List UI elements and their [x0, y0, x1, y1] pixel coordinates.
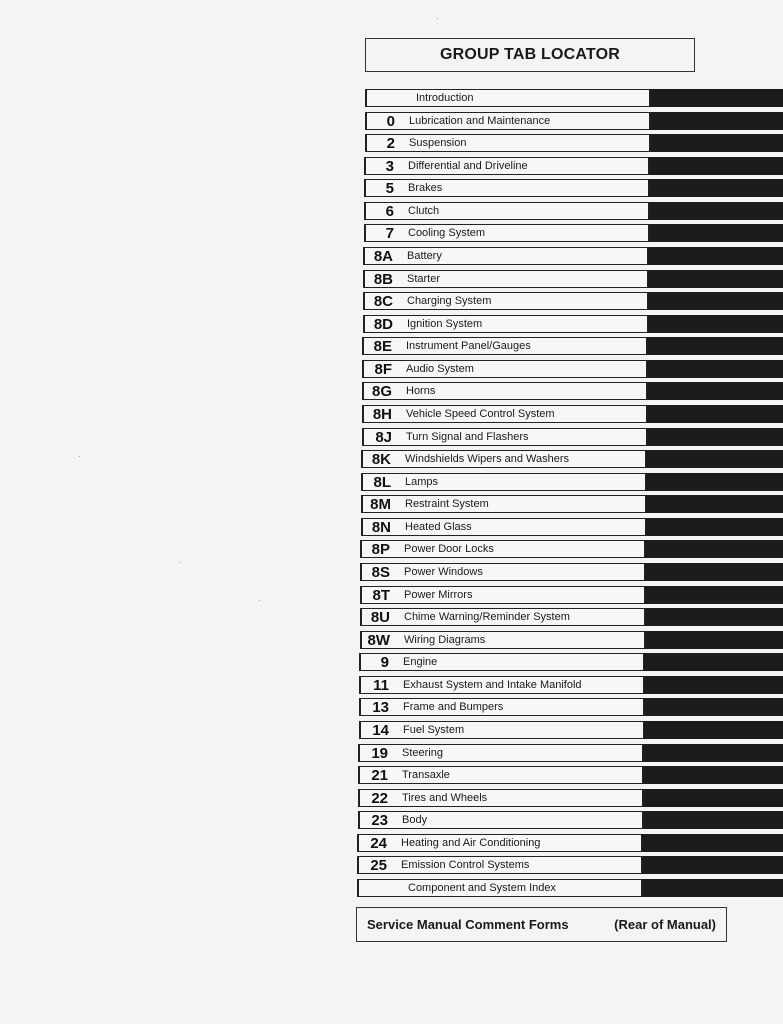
thumb-tab-marker [642, 879, 783, 897]
tab-title: Power Mirrors [404, 589, 473, 601]
thumb-tab-marker [648, 292, 783, 310]
tab-row [361, 518, 783, 536]
thumb-tab-marker [644, 676, 783, 694]
tab-title: Heating and Air Conditioning [401, 837, 541, 849]
tab-title: Frame and Bumpers [403, 701, 504, 713]
tab-number: 7 [385, 224, 394, 242]
tab-label-box [362, 382, 647, 400]
tab-label-box [365, 89, 650, 107]
thumb-tab-marker [649, 224, 783, 242]
tab-row [364, 157, 783, 175]
tab-title: Ignition System [407, 318, 483, 330]
tab-number: 8C [373, 292, 393, 310]
thumb-tab-marker [643, 766, 783, 784]
tab-row [358, 789, 783, 807]
tab-title: Wiring Diagrams [404, 634, 486, 646]
thumb-tab-marker [649, 179, 783, 197]
tab-row [360, 540, 783, 558]
tab-number: 8F [374, 360, 392, 378]
tab-label-box [362, 360, 647, 378]
tab-label-box [362, 337, 647, 355]
tab-label-box [359, 721, 644, 739]
tab-label-box [363, 247, 648, 265]
tab-number: 22 [371, 789, 388, 807]
thumb-tab-marker [648, 315, 783, 333]
thumb-tab-marker [647, 428, 783, 446]
thumb-tab-marker [645, 540, 783, 558]
tab-row [364, 179, 783, 197]
thumb-tab-marker [643, 744, 783, 762]
tab-row [363, 315, 783, 333]
tab-label-box [365, 134, 650, 152]
tab-row [357, 856, 783, 874]
tab-label-box [361, 495, 646, 513]
tab-title: Fuel System [403, 724, 465, 736]
tab-label-box [364, 179, 649, 197]
tab-label-box [360, 540, 645, 558]
tab-label-box [364, 224, 649, 242]
tab-row [365, 89, 783, 107]
tab-number: 8B [373, 270, 393, 288]
tab-label-box [360, 586, 645, 604]
thumb-tab-marker [646, 450, 783, 468]
tab-label-box [360, 608, 645, 626]
tab-label-box [363, 292, 648, 310]
thumb-tab-marker [648, 270, 783, 288]
tab-number: 8J [375, 428, 392, 446]
tab-number: 3 [385, 157, 394, 175]
tab-title: Component and System Index [408, 882, 556, 894]
thumb-tab-marker [646, 495, 783, 513]
tab-row [363, 247, 783, 265]
tab-row [362, 428, 783, 446]
tab-label-box [357, 879, 642, 897]
scan-speck: · [258, 596, 261, 605]
tab-label-box [363, 270, 648, 288]
tab-number: 9 [380, 653, 389, 671]
tab-number: 11 [373, 676, 389, 694]
tab-number: 8K [371, 450, 391, 468]
tab-label-box [361, 473, 646, 491]
tab-row [357, 834, 783, 852]
scan-speck: · [178, 558, 181, 567]
tab-number: 6 [385, 202, 394, 220]
tab-row [358, 766, 783, 784]
tab-row [360, 586, 783, 604]
tab-number: 8S [371, 563, 390, 581]
tab-row [360, 608, 783, 626]
tab-row [362, 405, 783, 423]
comment-forms-label: Service Manual Comment Forms [367, 917, 569, 932]
tab-row [360, 563, 783, 581]
tab-label-box [365, 112, 650, 130]
thumb-tab-marker [645, 586, 783, 604]
tab-row [361, 450, 783, 468]
tab-title: Heated Glass [405, 521, 472, 533]
tab-number: 2 [386, 134, 395, 152]
tab-title: Lubrication and Maintenance [409, 115, 551, 127]
tab-label-box [357, 834, 642, 852]
tab-label-box [360, 563, 645, 581]
scan-speck: · [436, 14, 439, 23]
tab-row [358, 744, 783, 762]
tab-label-box [357, 856, 642, 874]
tab-row [361, 473, 783, 491]
thumb-tab-marker [649, 202, 783, 220]
tab-label-box [359, 676, 644, 694]
tab-number: 25 [370, 856, 387, 874]
tab-title: Clutch [408, 205, 440, 217]
tab-number: 24 [370, 834, 387, 852]
tab-title: Introduction [416, 92, 474, 104]
tab-title: Instrument Panel/Gauges [406, 340, 531, 352]
tab-label-box [358, 744, 643, 762]
tab-row [365, 112, 783, 130]
tab-label-box [361, 518, 646, 536]
tab-title: Windshields Wipers and Washers [405, 453, 570, 465]
tab-title: Battery [407, 250, 442, 262]
thumb-tab-marker [649, 157, 783, 175]
scan-speck: · [78, 452, 81, 461]
tab-title: Lamps [405, 476, 439, 488]
tab-label-box [358, 811, 643, 829]
thumb-tab-marker [643, 789, 783, 807]
page-title: GROUP TAB LOCATOR [365, 38, 695, 72]
tab-number: 8D [373, 315, 393, 333]
tab-row [365, 134, 783, 152]
tab-number: 0 [386, 112, 395, 130]
tab-number: 8H [372, 405, 392, 423]
tab-title: Turn Signal and Flashers [406, 431, 529, 443]
tab-title: Exhaust System and Intake Manifold [403, 679, 582, 691]
tab-row [359, 676, 783, 694]
tab-row [359, 721, 783, 739]
tab-title: Transaxle [402, 769, 450, 781]
tab-number: 8W [367, 631, 390, 649]
tab-title: Body [402, 814, 428, 826]
tab-row [362, 337, 783, 355]
tab-label-box [360, 631, 645, 649]
thumb-tab-marker [647, 360, 783, 378]
tab-label-box [364, 157, 649, 175]
tab-row [362, 360, 783, 378]
tab-title: Starter [407, 273, 441, 285]
thumb-tab-marker [646, 473, 783, 491]
tab-label-box [364, 202, 649, 220]
tab-title: Differential and Driveline [408, 160, 528, 172]
thumb-tab-marker [642, 834, 783, 852]
thumb-tab-marker [650, 89, 783, 107]
tab-number: 19 [371, 744, 388, 762]
tab-row [364, 202, 783, 220]
thumb-tab-marker [645, 608, 783, 626]
thumb-tab-marker [650, 134, 783, 152]
tab-title: Brakes [408, 182, 443, 194]
tab-row [360, 631, 783, 649]
tab-label-box [362, 405, 647, 423]
tab-row [363, 270, 783, 288]
tab-number: 8M [370, 495, 391, 513]
tab-title: Chime Warning/Reminder System [404, 611, 570, 623]
thumb-tab-marker [647, 382, 783, 400]
thumb-tab-marker [644, 721, 783, 739]
tab-title: Engine [403, 656, 438, 668]
tab-title: Emission Control Systems [401, 859, 530, 871]
tab-row [359, 653, 783, 671]
tab-number: 13 [372, 698, 389, 716]
comment-forms-location: (Rear of Manual) [614, 917, 716, 932]
tab-title: Restraint System [405, 498, 489, 510]
tab-row [363, 292, 783, 310]
tab-label-box [359, 698, 644, 716]
tab-label-box [362, 428, 647, 446]
tab-row [359, 698, 783, 716]
tab-number: 8G [371, 382, 392, 400]
tab-title: Horns [406, 385, 436, 397]
tab-number: 8E [373, 337, 392, 355]
thumb-tab-marker [645, 631, 783, 649]
thumb-tab-marker [642, 856, 783, 874]
tab-number: 23 [371, 811, 388, 829]
tab-label-box [363, 315, 648, 333]
tab-number: 8P [371, 540, 390, 558]
tab-title: Charging System [407, 295, 492, 307]
thumb-tab-marker [650, 112, 783, 130]
thumb-tab-marker [648, 247, 783, 265]
tab-row [358, 811, 783, 829]
comment-forms-box [356, 907, 727, 942]
thumb-tab-marker [643, 811, 783, 829]
tab-title: Power Windows [404, 566, 483, 578]
thumb-tab-marker [644, 698, 783, 716]
tab-title: Power Door Locks [404, 543, 494, 555]
thumb-tab-marker [647, 337, 783, 355]
tab-title: Cooling System [408, 227, 486, 239]
tab-label-box [359, 653, 644, 671]
tab-number: 8T [372, 586, 390, 604]
tab-label-box [358, 789, 643, 807]
tab-number: 5 [385, 179, 394, 197]
tab-number: 8A [373, 247, 393, 265]
tab-title: Audio System [406, 363, 474, 375]
tab-title: Suspension [409, 137, 467, 149]
tab-title: Vehicle Speed Control System [406, 408, 555, 420]
tab-row [357, 879, 783, 897]
tab-number: 8N [371, 518, 391, 536]
thumb-tab-marker [647, 405, 783, 423]
tab-row [364, 224, 783, 242]
tab-label-box [361, 450, 646, 468]
tab-number: 21 [371, 766, 388, 784]
tab-row [361, 495, 783, 513]
thumb-tab-marker [645, 563, 783, 581]
tab-number: 8U [370, 608, 390, 626]
tab-number: 14 [372, 721, 389, 739]
thumb-tab-marker [644, 653, 783, 671]
tab-row [362, 382, 783, 400]
thumb-tab-marker [646, 518, 783, 536]
tab-number: 8L [373, 473, 391, 491]
tab-title: Steering [402, 747, 443, 759]
tab-label-box [358, 766, 643, 784]
tab-title: Tires and Wheels [402, 792, 488, 804]
